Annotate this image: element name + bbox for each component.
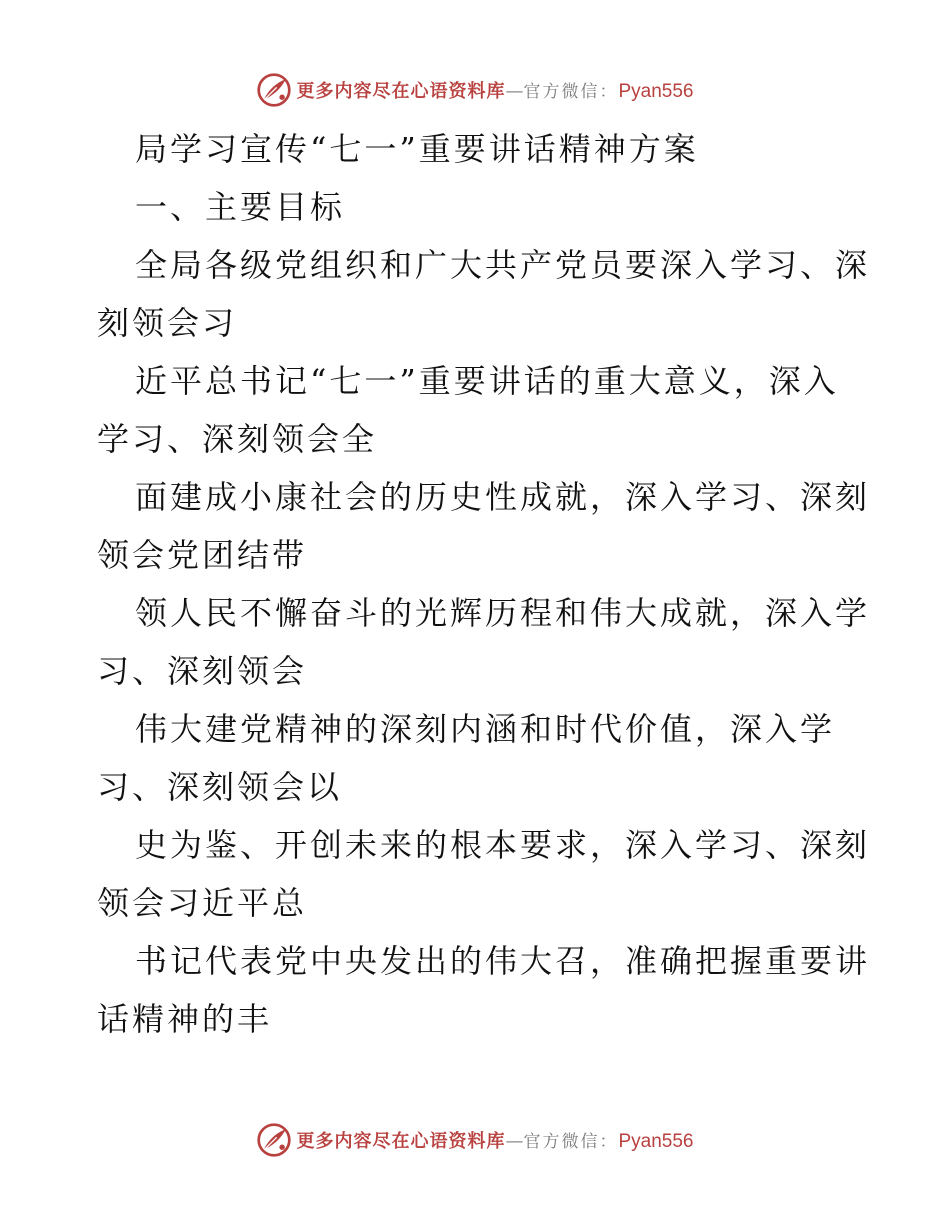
footer-banner	[0, 1120, 950, 1160]
body-line: 学习、深刻领会全	[97, 420, 378, 458]
body-line: 刻领会习	[97, 304, 238, 342]
header-banner	[0, 70, 950, 110]
header-site-text: 更多内容尽在心语资料库	[296, 81, 506, 102]
body-line: 领人民不懈奋斗的光辉历程和伟大成就，深入学	[135, 594, 871, 632]
body-line: 全局各级党组织和广大共产党员要深入学习、深	[135, 246, 871, 284]
body-line: 领会习近平总	[97, 884, 308, 922]
body-line: 伟大建党精神的深刻内涵和时代价值，深入学	[135, 710, 836, 748]
body-line: 史为鉴、开创未来的根本要求，深入学习、深刻	[135, 826, 871, 864]
footer-wechat-id: Pyan556	[618, 1131, 694, 1152]
section-heading: 一、主要目标	[135, 188, 346, 226]
feather-pen-logo-icon	[256, 1122, 292, 1158]
footer-site-text: 更多内容尽在心语资料库	[296, 1131, 506, 1152]
footer-dash: —	[505, 1131, 524, 1152]
document-body	[97, 120, 871, 1048]
body-line: 习、深刻领会	[97, 652, 308, 690]
feather-pen-logo-icon	[256, 72, 292, 108]
document-title: 局学习宣传“七一”重要讲话精神方案	[135, 130, 699, 168]
body-line: 领会党团结带	[97, 536, 308, 574]
header-dash: —	[505, 81, 524, 102]
body-line: 近平总书记“七一”重要讲话的重大意义，深入	[135, 362, 839, 400]
body-line: 书记代表党中央发出的伟大召，准确把握重要讲	[135, 942, 871, 980]
body-line: 面建成小康社会的历史性成就，深入学习、深刻	[135, 478, 871, 516]
body-line: 习、深刻领会以	[97, 768, 343, 806]
footer-wechat-label: 官方微信：	[523, 1132, 619, 1152]
body-line: 话精神的丰	[97, 1000, 273, 1038]
header-wechat-label: 官方微信：	[523, 82, 619, 102]
header-wechat-id: Pyan556	[618, 81, 694, 102]
